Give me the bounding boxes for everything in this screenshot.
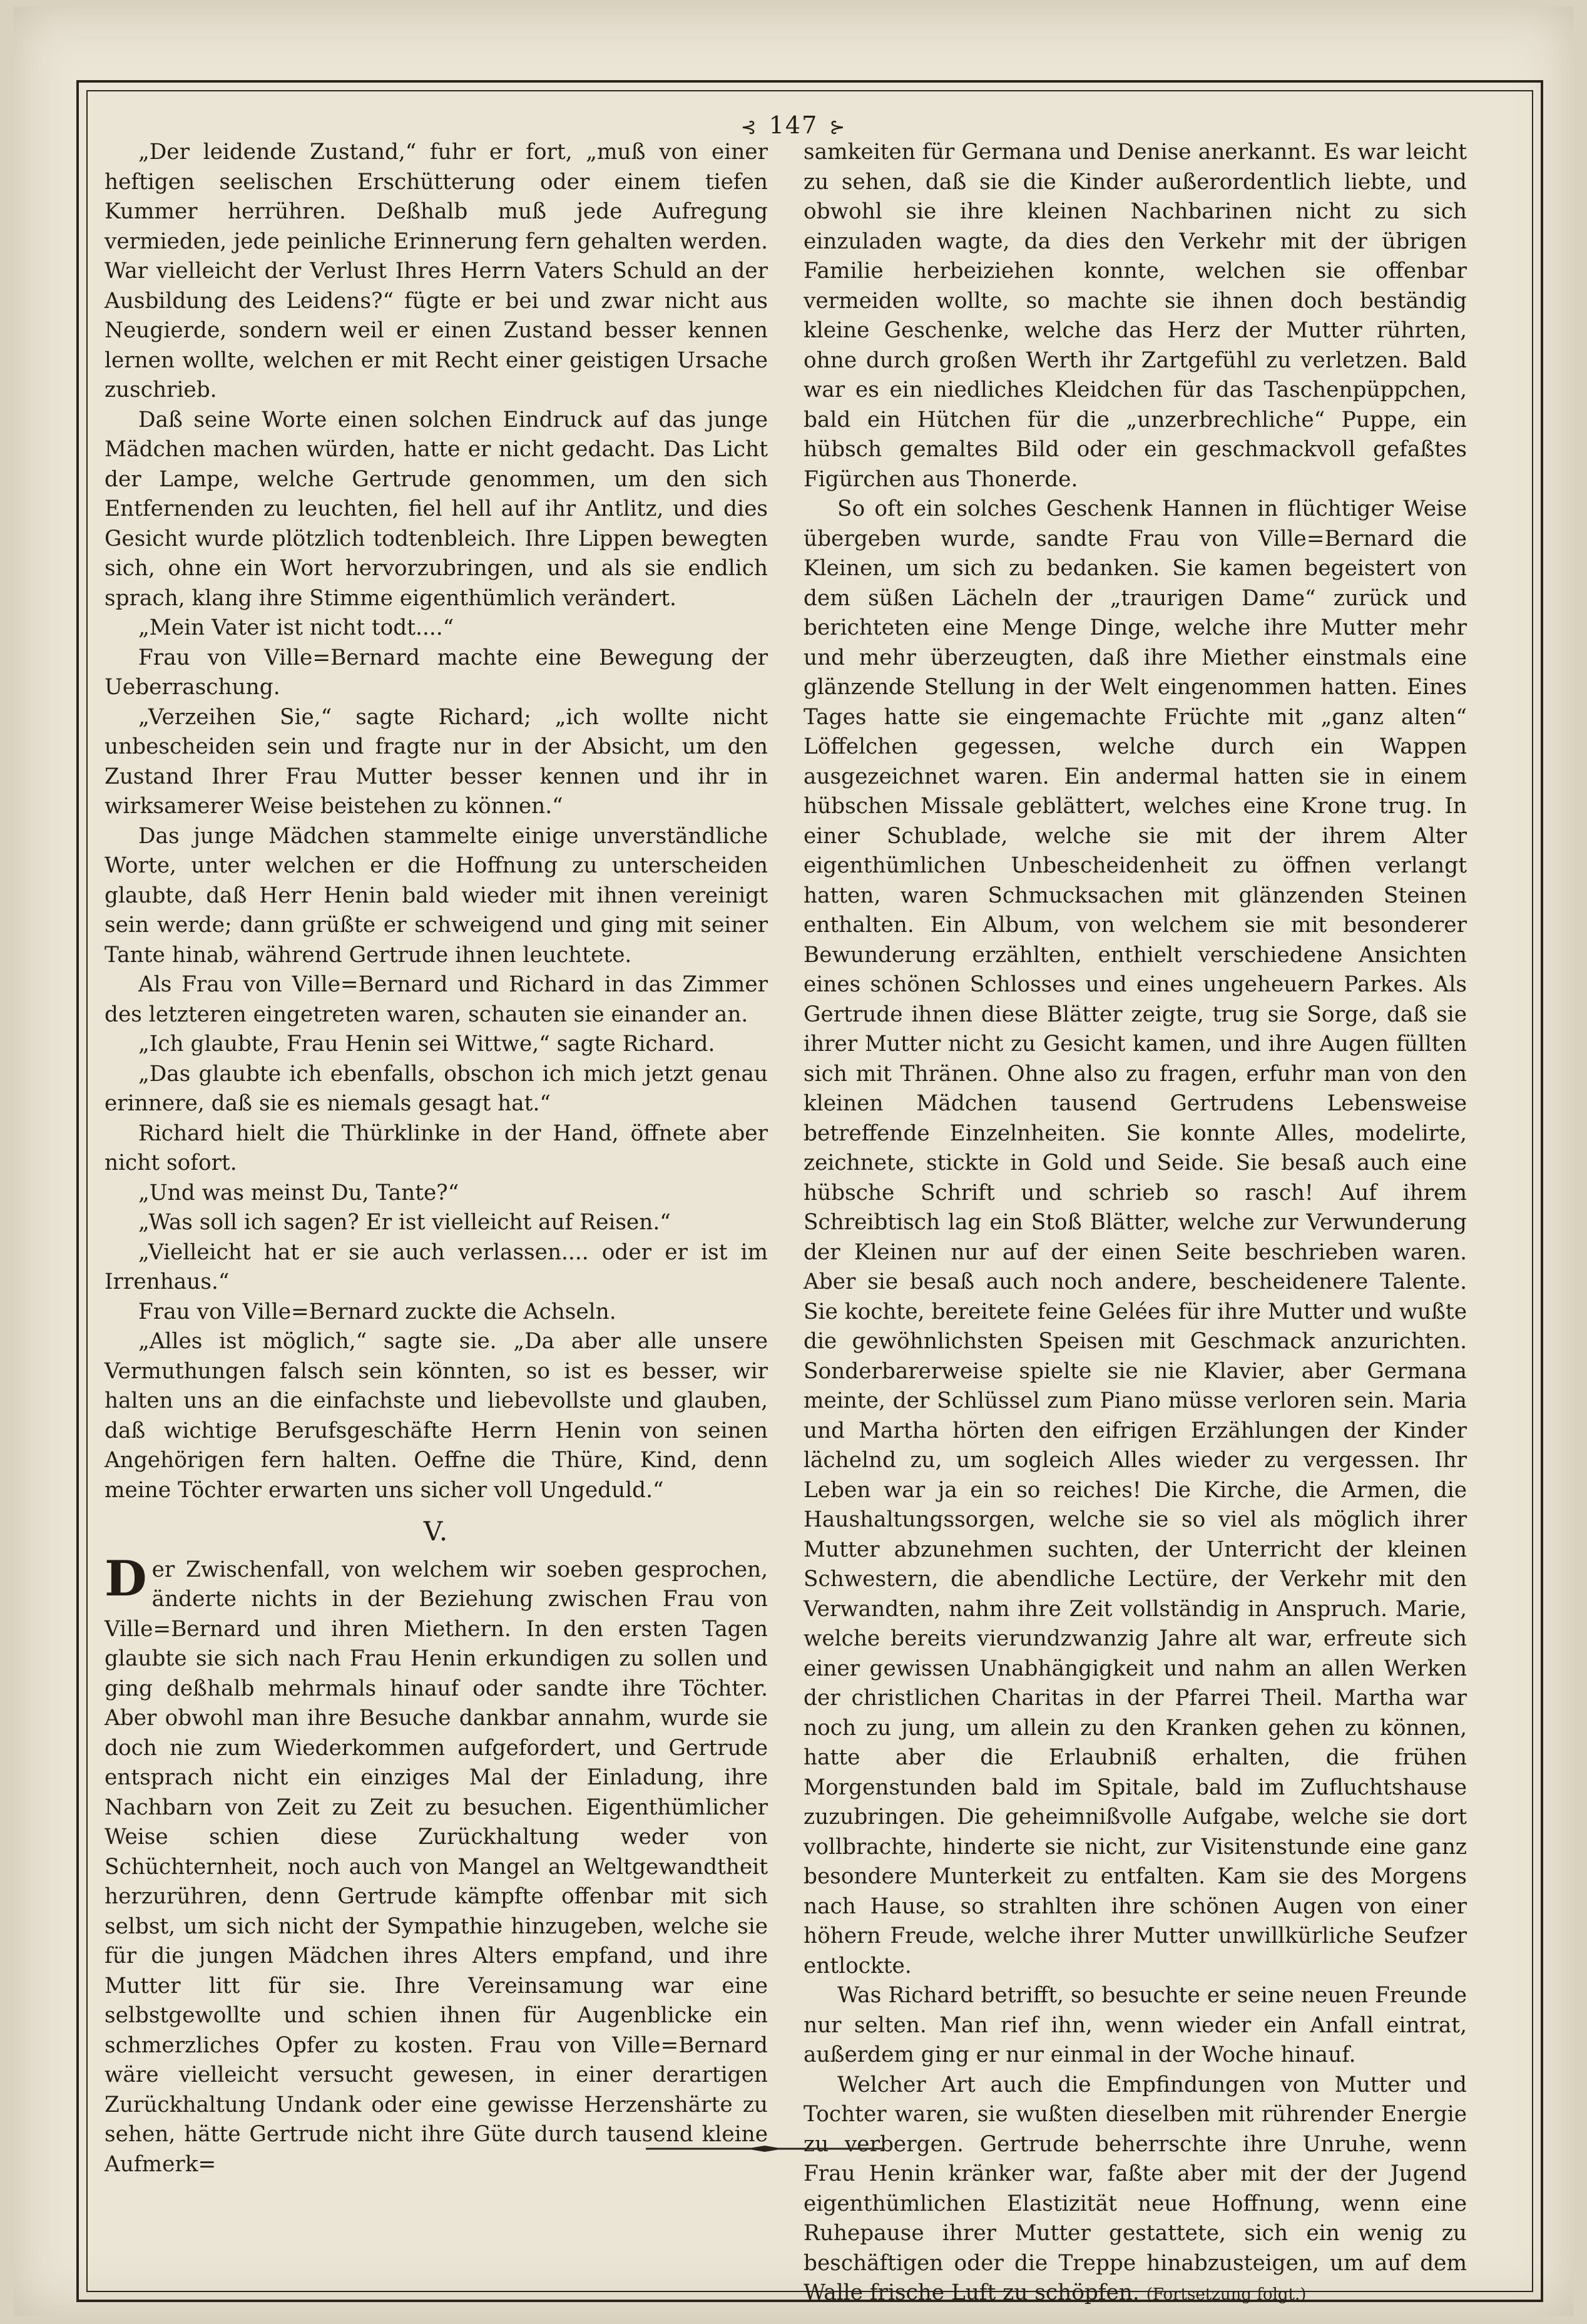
page-number-header	[14, 111, 1573, 139]
continuation-note: (Fortsetzung folgt.)	[1146, 2285, 1307, 2304]
paragraph: „Verzeihen Sie,“ sagte Richard; „ich wollte nicht unbescheiden sein und fragte nur in der Absicht, um den Zustand Ihrer Frau Mutter besser kennen und ihr in wirksamerer Weise beistehen zu können.“	[105, 704, 768, 819]
paragraph-text: Welcher Art auch die Empfindungen von Mutter und Tochter waren, sie wußten dieselben mit rührender Energie zu verbergen. Gertrude beherrschte ihre Unruhe, wenn Frau Henin kränker war, faßte aber mit der der Jugend eigenthümlichen Elastizität neue Hoffnung, wenn eine Ruhepause ihrer Mutter gestattete, sich ein wenig zu beschäftigen oder die Treppe hinabzusteigen, um auf dem Walle frische Luft zu schöpfen.	[804, 2072, 1467, 2305]
paragraph: „Alles ist möglich,“ sagte sie. „Da aber alle unsere Vermuthungen falsch sein könnten, so ist es besser, wir halten uns an die einfachste und liebevollste und glauben, daß wichtige Berufsgeschäfte Herrn Henin von seinen Angehörigen fern halten. Oeffne die Thüre, Kind, denn meine Töchter erwarten uns sicher voll Ungeduld.“	[105, 1329, 768, 1503]
chapter-first-paragraph-text: er Zwischenfall, von welchem wir soeben gesprochen, änderte nichts in der Beziehung zwischen Frau von Ville=Bernard und ihren Miethern. In den ersten Tagen glaubte sie sich nach Frau Henin erkundigen zu sollen und ging deßhalb mehrmals hinauf oder sandte ihre Töchter. Aber obwohl man ihre Besuche dankbar annahm, wurde sie doch nie zum Wiederkommen aufgefordert, und Gertrude entsprach nicht ein einziges Mal der Einladung, ihre Nachbarn von Zeit zu Zeit zu besuchen. Eigenthümlicher Weise schien diese Zurückhaltung weder von Schüchternheit, noch auch von Mangel an Weltgewandtheit herzurühren, denn Gertrude kämpfte offenbar mit sich selbst, um sich nicht der Sympathie hinzugeben, welche sie für die jungen Mädchen ihres Alters empfand, und ihre Mutter litt für sie. Ihre Vereinsamung war eine selbstgewollte und schien ihnen für Augenblicke ein schmerzliches Opfer zu kosten. Frau von Ville=Bernard wäre vielleicht versucht gewesen, in einer derartigen Zurückhaltung Undank oder eine gewisse Herzenshärte zu sehen, hätte Gertrude nicht ihre Güte durch tausend kleine Aufmerk=	[105, 1557, 768, 2177]
paragraph: „Der leidende Zustand,“ fuhr er fort, „muß von einer heftigen seelischen Erschütterung oder einem tiefen Kummer herrühren. Deßhalb muß jede Aufregung vermieden, jede peinliche Erinnerung fern gehalten werden. War vielleicht der Verlust Ihres Herrn Vaters Schuld an der Ausbildung des Leidens?“ fügte er bei und zwar nicht aus Neugierde, sondern weil er einen Zustand besser kennen lernen wollte, welchen er mit Recht einer geistigen Ursache zuschrieb.	[105, 140, 768, 402]
chapter-first-paragraph	[105, 1550, 768, 2180]
paragraph: Frau von Ville=Bernard zuckte die Achseln.	[138, 1299, 616, 1324]
paragraph: Als Frau von Ville=Bernard und Richard in das Zimmer des letzteren eingetreten waren, schauten sie einander an.	[105, 972, 768, 1027]
paragraph: „Vielleicht hat er sie auch verlassen.... oder er ist im Irrenhaus.“	[105, 1239, 768, 1294]
paragraph: So oft ein solches Geschenk Hannen in flüchtiger Weise übergeben wurde, sandte Frau von Ville=Bernard die Kleinen, um sich zu bedanken. Sie kamen begeistert von dem süßen Lächeln der „traurigen Dame“ zurück und berichteten eine Menge Dinge, welche ihre Mutter mehr und mehr überzeugten, daß ihre Miether einstmals eine glänzende Stellung in der Welt eingenommen hatten. Eines Tages hatte sie eingemachte Früchte mit „ganz alten“ Löffelchen gegessen, welche durch ein Wappen ausgezeichnet waren. Ein andermal hatten sie in einem hübschen Missale geblättert, welches eine Krone trug. In einer Schublade, welche sie mit der ihrem Alter eigenthümlichen Unbescheidenheit zu öffnen verlangt hatten, waren Schmucksachen mit glänzenden Steinen enthalten. Ein Album, von welchem sie mit besonderer Bewunderung erzählten, enthielt verschiedene Ansichten eines schönen Schlosses und eines ungeheuern Parkes. Als Gertrude ihnen diese Blätter zeigte, trug sie Sorge, daß sie ihrer Mutter nicht zu Gesicht kamen, und ihre Augen füllten sich mit Thränen. Ohne also zu fragen, erfuhr man von den kleinen Mädchen tausend Gertrudens Lebensweise betreffende Einzelnheiten. Sie konnte Alles, modelirte, zeichnete, stickte in Gold und Seide. Sie besaß auch eine hübsche Schrift und schrieb so rasch! Auf ihrem Schreibtisch lag ein Stoß Blätter, welche zur Verwunderung der Kleinen nur auf der einen Seite beschrieben waren. Aber sie besaß auch noch andere, bescheidenere Talente. Sie kochte, bereitete feine Gelées für ihre Mutter und wußte die gewöhnlichsten Speisen mit Geschmack anzurichten. Sonderbarerweise spielte sie nie Klavier, aber Germana meinte, der Schlüssel zum Piano müsse verloren sein. Maria und Martha hörten den eifrigen Erzählungen der Kinder lächelnd zu, um sogleich Alles wieder zu vergessen. Ihr Leben war ja ein so reiches! Die Kirche, die Armen, die Haushaltungssorgen, welche sie so viel als möglich ihrer Mutter abzunehmen suchten, der Unterricht der kleinen Schwestern, die abendliche Lectüre, der Verkehr mit den Verwandten, nahm ihre Zeit vollständig in Anspruch. Marie, welche bereits vierundzwanzig Jahre alt war, erfreute sich einer gewissen Unabhängigkeit und nahm an allen Werken der christlichen Charitas in der Pfarrei Theil. Martha war noch zu jung, um allein zu den Kranken gehen zu können, hatte aber die Erlaubniß erhalten, die frühen Morgenstunden bald im Spitale, bald im Zufluchtshause zuzubringen. Die geheimnißvolle Aufgabe, welche sie dort vollbrachte, hinderte sie nicht, zur Visitenstunde eine ganz besondere Munterkeit zu entfalten. Kam sie des Morgens nach Hause, so strahlten ihre schönen Augen von einer höhern Freude, welche ihrer Mutter unwillkürliche Seufzer entlockte.	[804, 496, 1467, 1978]
paragraph	[804, 2071, 1467, 2310]
paragraph: „Und was meinst Du, Tante?“	[138, 1180, 459, 1206]
paragraph: „Ich glaubte, Frau Henin sei Wittwe,“ sagte Richard.	[138, 1031, 715, 1057]
paragraph: „Das glaubte ich ebenfalls, obschon ich mich jetzt genau erinnere, daß sie es niemals gesagt hat.“	[105, 1061, 768, 1116]
right-column	[804, 138, 1467, 2310]
paragraph: Frau von Ville=Bernard machte eine Bewegung der Ueberraschung.	[105, 645, 768, 700]
end-ornament-rule	[646, 2146, 884, 2152]
drop-cap: D	[105, 1550, 147, 1607]
ornament-left-icon: ⊰	[740, 116, 758, 138]
chapter-heading: V.	[423, 1516, 449, 1547]
left-column	[105, 138, 768, 2179]
paragraph: samkeiten für Germana und Denise anerkannt. Es war leicht zu sehen, daß sie die Kinder außerordentlich liebte, und obwohl sie ihre kleinen Nachbarinen nicht zu sich einzuladen wagte, da dies den Verkehr mit der übrigen Familie herbeiziehen konnte, welchen sie offenbar vermeiden wollte, so machte sie ihnen doch beständig kleine Geschenke, welche das Herz der Mutter rührten, ohne durch großen Werth ihr Zartgefühl zu verletzen. Bald war es ein niedliches Kleidchen für das Taschenpüppchen, bald ein Hütchen für die „unzerbrechliche“ Puppe, ein hübsch gemaltes Bild oder ein geschmackvoll gefaßtes Figürchen aus Thonerde.	[804, 140, 1467, 492]
paragraph: „Mein Vater ist nicht todt....“	[138, 615, 454, 640]
page-number: 147	[768, 111, 819, 139]
paragraph: Daß seine Worte einen solchen Eindruck auf das junge Mädchen machen würden, hatte er nicht gedacht. Das Licht der Lampe, welche Gertrude genommen, um den sich Entfernenden zu leuchten, fiel hell auf ihr Antlitz, und dies Gesicht wurde plötzlich todtenbleich. Ihre Lippen bewegten sich, ohne ein Wort hervorzubringen, und als sie endlich sprach, klang ihre Stimme eigenthümlich verändert.	[105, 407, 768, 611]
paragraph: Das junge Mädchen stammelte einige unverständliche Worte, unter welchen er die Hoffnung zu unterscheiden glaubte, daß Herr Henin bald wieder mit ihnen vereinigt sein werde; dann grüßte er schweigend und ging mit seiner Tante hinab, während Gertrude ihnen leuchtete.	[105, 823, 768, 968]
paragraph: Richard hielt die Thürklinke in der Hand, öffnete aber nicht sofort.	[105, 1120, 768, 1175]
page-sheet	[14, 6, 1573, 2316]
paragraph: „Was soll ich sagen? Er ist vielleicht auf Reisen.“	[138, 1210, 671, 1235]
paragraph: Was Richard betrifft, so besuchte er seine neuen Freunde nur selten. Man rief ihn, wenn wieder ein Anfall eintrat, außerdem ging er nur einmal in der Woche hinauf.	[804, 1983, 1467, 2067]
ornament-right-icon: ⊱	[829, 116, 847, 138]
